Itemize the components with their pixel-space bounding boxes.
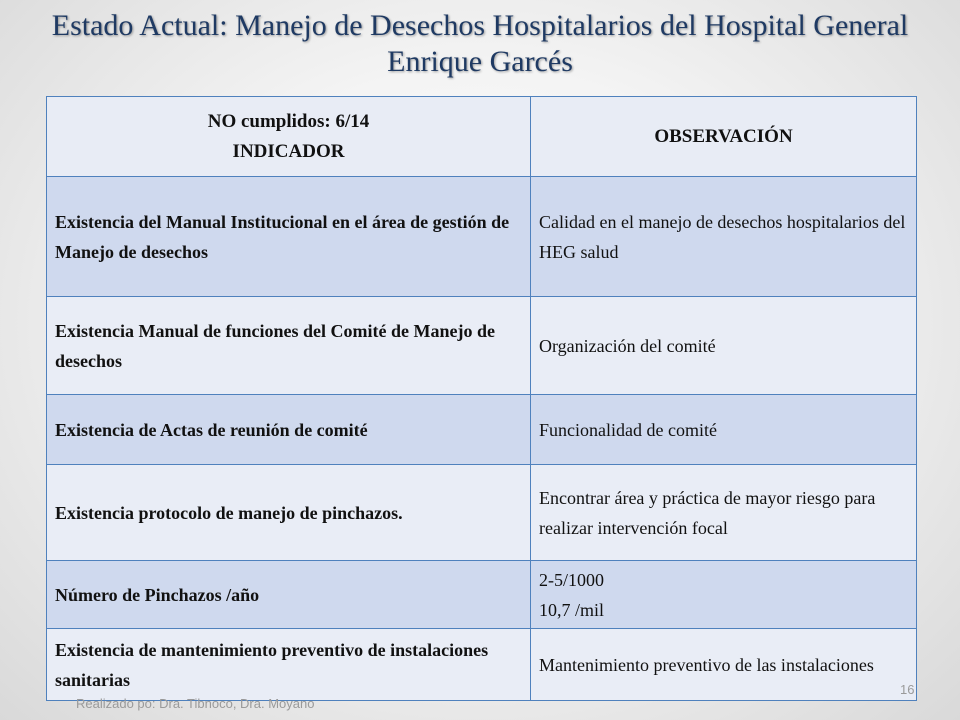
- table-row: [47, 465, 917, 561]
- observacion-cell: Encontrar área y práctica de mayor riesgo para realizar intervención focal: [531, 465, 917, 561]
- indicador-cell: Existencia de Actas de reunión de comité: [47, 395, 531, 465]
- indicador-cell: Número de Pinchazos /año: [47, 561, 531, 629]
- table-row: [47, 395, 917, 465]
- observacion-cell: Organización del comité: [531, 297, 917, 395]
- header-indicador-cell: [47, 97, 531, 177]
- observacion-cell: Mantenimiento preventivo de las instalaciones: [531, 629, 917, 701]
- pinchazos-rate-reference: 2-5/1000: [539, 569, 604, 590]
- indicador-cell: Existencia del Manual Institucional en el área de gestión de Manejo de desechos: [47, 177, 531, 297]
- page-number: 16: [900, 682, 915, 697]
- observacion-header: OBSERVACIÓN: [531, 97, 917, 177]
- footer-credit: Realizado po: Dra. Tibnoco, Dra. Moyano: [76, 696, 315, 711]
- observacion-cell: [531, 561, 917, 629]
- summary-label: NO cumplidos: 6/14: [207, 110, 370, 132]
- indicador-cell: Existencia Manual de funciones del Comité de Manejo de desechos: [47, 297, 531, 395]
- indicator-table: [46, 96, 917, 701]
- observacion-cell: Calidad en el manejo de desechos hospitalarios del HEG salud: [531, 177, 917, 297]
- indicador-header: INDICADOR: [232, 140, 345, 162]
- slide-title: Estado Actual: Manejo de Desechos Hospitalarios del Hospital General Enrique Garcés: [51, 9, 909, 78]
- indicador-cell: Existencia de mantenimiento preventivo de instalaciones sanitarias: [47, 629, 531, 701]
- table-row: [47, 297, 917, 395]
- table-row: [47, 629, 917, 701]
- indicador-cell: Existencia protocolo de manejo de pinchazos.: [47, 465, 531, 561]
- observacion-cell: Funcionalidad de comité: [531, 395, 917, 465]
- table-row: [47, 177, 917, 297]
- pinchazos-rate-actual: 10,7 /mil: [539, 599, 605, 620]
- table-row: [47, 561, 917, 629]
- table-header-row: [47, 97, 917, 177]
